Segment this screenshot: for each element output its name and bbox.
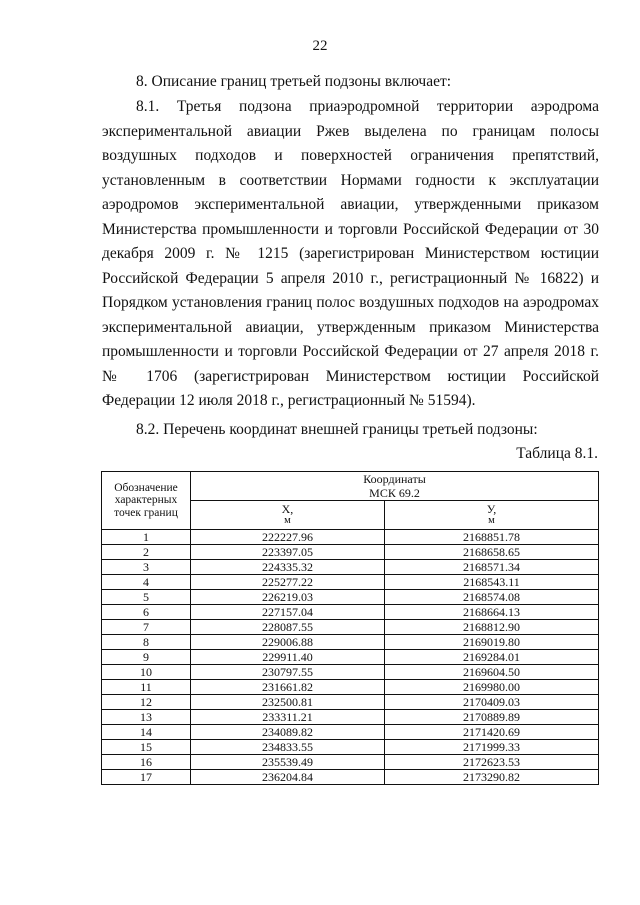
- point-cell: 15: [102, 740, 191, 755]
- section-heading: 8. Описание границ третьей подзоны включает:: [136, 73, 452, 90]
- table-row: [102, 650, 599, 665]
- subheading-8-2: 8.2. Перечень координат внешней границы третьей подзоны:: [136, 421, 538, 438]
- coordinates-table-body: [102, 530, 599, 785]
- point-cell: 5: [102, 590, 191, 605]
- y-coordinate-cell: 2171420.69: [384, 725, 598, 740]
- coordinates-table: [101, 471, 599, 785]
- point-cell: 10: [102, 665, 191, 680]
- point-cell: 6: [102, 605, 191, 620]
- y-coordinate-cell: 2171999.33: [384, 740, 598, 755]
- table-row: [102, 755, 599, 770]
- y-coordinate-cell: 2173290.82: [384, 770, 598, 785]
- y-coordinate-cell: 2172623.53: [384, 755, 598, 770]
- table-row: [102, 695, 599, 710]
- point-cell: 8: [102, 635, 191, 650]
- x-coordinate-cell: 228087.55: [191, 620, 385, 635]
- coordinates-header-title: Координаты: [363, 472, 426, 486]
- table-row: [102, 725, 599, 740]
- point-cell: 3: [102, 560, 191, 575]
- point-cell: 7: [102, 620, 191, 635]
- table-row: [102, 710, 599, 725]
- paragraph-label: 8.1.: [136, 98, 160, 115]
- y-coordinate-cell: 2169019.80: [384, 635, 598, 650]
- coordinates-system-label: МСК 69.2: [369, 486, 420, 500]
- x-coordinate-cell: 226219.03: [191, 590, 385, 605]
- x-header-label: X,: [281, 501, 294, 516]
- x-coordinate-cell: 231661.82: [191, 680, 385, 695]
- table-row: [102, 545, 599, 560]
- point-cell: 17: [102, 770, 191, 785]
- point-cell: 1: [102, 530, 191, 545]
- x-coordinate-cell: 235539.49: [191, 755, 385, 770]
- x-coordinate-cell: 225277.22: [191, 575, 385, 590]
- table-row: [102, 605, 599, 620]
- point-cell: 9: [102, 650, 191, 665]
- x-coordinate-cell: 222227.96: [191, 530, 385, 545]
- x-header-unit: м: [284, 515, 291, 526]
- x-coordinate-cell: 224335.32: [191, 560, 385, 575]
- x-coordinate-cell: 236204.84: [191, 770, 385, 785]
- table-row: [102, 635, 599, 650]
- x-coordinate-cell: 223397.05: [191, 545, 385, 560]
- point-cell: 14: [102, 725, 191, 740]
- table-row: [102, 770, 599, 785]
- y-header-label: У,: [486, 501, 497, 516]
- coordinates-group-header: [191, 472, 599, 501]
- y-coordinate-cell: 2168851.78: [384, 530, 598, 545]
- table-row: [102, 680, 599, 695]
- page-number: 22: [312, 38, 328, 54]
- y-coordinate-cell: 2168574.08: [384, 590, 598, 605]
- y-coordinate-cell: 2168543.11: [384, 575, 598, 590]
- table-row: [102, 620, 599, 635]
- point-cell: 2: [102, 545, 191, 560]
- y-coordinate-cell: 2168658.65: [384, 545, 598, 560]
- point-cell: 12: [102, 695, 191, 710]
- table-row: [102, 560, 599, 575]
- point-cell: 16: [102, 755, 191, 770]
- table-row: [102, 530, 599, 545]
- x-coordinate-cell: 234089.82: [191, 725, 385, 740]
- x-coordinate-cell: 229006.88: [191, 635, 385, 650]
- y-header-unit: м: [488, 515, 495, 526]
- x-coordinate-cell: 234833.55: [191, 740, 385, 755]
- x-coordinate-cell: 232500.81: [191, 695, 385, 710]
- point-cell: 13: [102, 710, 191, 725]
- table-row: [102, 590, 599, 605]
- y-coordinate-cell: 2168571.34: [384, 560, 598, 575]
- y-coordinate-cell: 2170409.03: [384, 695, 598, 710]
- y-coordinate-cell: 2168664.13: [384, 605, 598, 620]
- table-row: [102, 575, 599, 590]
- x-coordinate-cell: 229911.40: [191, 650, 385, 665]
- table-row: [102, 740, 599, 755]
- x-coordinate-header: [191, 501, 385, 530]
- x-coordinate-cell: 227157.04: [191, 605, 385, 620]
- y-coordinate-cell: 2169980.00: [384, 680, 598, 695]
- y-coordinate-cell: 2169284.01: [384, 650, 598, 665]
- point-designation-header: Обозначение характерных точек границ: [102, 472, 191, 530]
- y-coordinate-cell: 2168812.90: [384, 620, 598, 635]
- x-coordinate-cell: 233311.21: [191, 710, 385, 725]
- paragraph-text: Третья подзона приаэродромной территории аэродрома экспериментальной авиации Ржев выделена по границам полосы воздушных подходов и поверхностей ограничения препятствий, установленным в соответствии Нормами годности к эксплуатации аэродромов экспериментальной авиации, утвержденными приказом Министерства промышленности и торговли Российской Федерации от 30 декабря 2009 г. № 1215 (зарегистрирован Министерством юстиции Российской Федерации 5 апреля 2010 г., регистрационный № 16822) и Порядком установления границ полос воздушных подходов на аэродромах экспериментальной авиации, утвержденным приказом Министерства промышленности и торговли Российской Федерации от 27 апреля 2018 г. № 1706 (зарегистрирован Министерством юстиции Российской Федерации 12 июля 2018 г., регистрационный № 51594).: [102, 98, 599, 409]
- y-coordinate-cell: 2170889.89: [384, 710, 598, 725]
- point-cell: 4: [102, 575, 191, 590]
- point-cell: 11: [102, 680, 191, 695]
- y-coordinate-cell: 2169604.50: [384, 665, 598, 680]
- table-caption: Таблица 8.1.: [516, 445, 598, 462]
- x-coordinate-cell: 230797.55: [191, 665, 385, 680]
- y-coordinate-header: [384, 501, 598, 530]
- table-row: [102, 665, 599, 680]
- paragraph-8-1: [102, 95, 599, 414]
